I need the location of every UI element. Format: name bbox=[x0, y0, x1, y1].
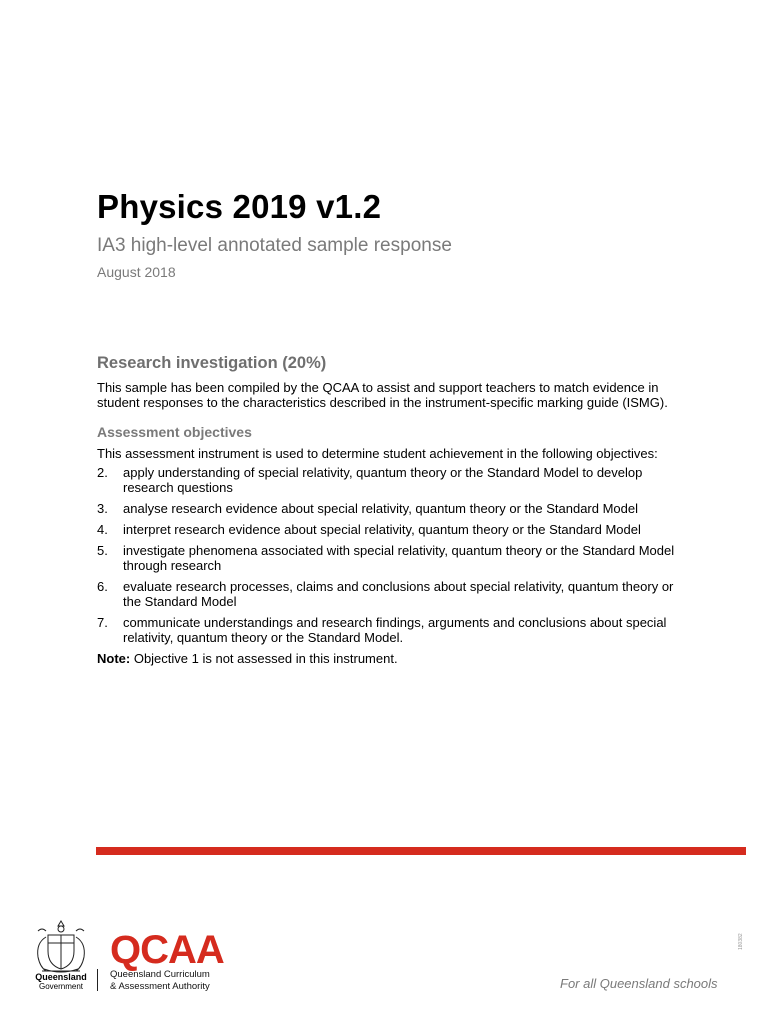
list-item-number: 4. bbox=[97, 522, 108, 537]
objectives-list bbox=[97, 465, 677, 645]
list-item bbox=[97, 501, 677, 516]
list-item-text: interpret research evidence about special relativity, quantum theory or the Standard Model bbox=[123, 522, 641, 537]
note-label: Note: bbox=[97, 651, 131, 666]
footer-tagline: For all Queensland schools bbox=[560, 976, 718, 991]
queensland-wordmark: Queensland bbox=[35, 972, 87, 982]
document-title: Physics 2019 v1.2 bbox=[97, 188, 382, 225]
list-item-text: investigate phenomena associated with special relativity, quantum theory or the Standard Model through research bbox=[123, 543, 675, 573]
qcaa-name-line2: & Assessment Authority bbox=[110, 981, 210, 992]
list-item-text: analyse research evidence about special relativity, quantum theory or the Standard Model bbox=[123, 501, 638, 516]
document-date: August 2018 bbox=[97, 264, 176, 280]
qcaa-logo: QCAA bbox=[110, 928, 224, 972]
objectives-lead: This assessment instrument is used to determine student achievement in the following objectives: bbox=[97, 446, 658, 461]
list-item-text: evaluate research processes, claims and conclusions about special relativity, quantum theory or the Standard Model bbox=[123, 579, 674, 609]
government-wordmark: Government bbox=[38, 982, 84, 991]
list-item bbox=[97, 615, 677, 645]
list-item-number: 6. bbox=[97, 579, 108, 594]
red-divider-bar bbox=[96, 847, 746, 855]
list-item-text: communicate understandings and research findings, arguments and conclusions about special relativity, quantum theory or the Standard Model. bbox=[123, 615, 667, 645]
note-text: Objective 1 is not assessed in this instrument. bbox=[130, 651, 398, 666]
list-item-number: 2. bbox=[97, 465, 108, 480]
list-item-number: 3. bbox=[97, 501, 108, 516]
list-item-number: 5. bbox=[97, 543, 108, 558]
note-paragraph bbox=[97, 651, 677, 666]
document-subtitle: IA3 high-level annotated sample response bbox=[97, 235, 452, 256]
list-item-number: 7. bbox=[97, 615, 108, 630]
list-item bbox=[97, 465, 677, 495]
list-item bbox=[97, 522, 677, 537]
list-item bbox=[97, 579, 677, 609]
document-code: 180382 bbox=[738, 933, 744, 950]
list-item-text: apply understanding of special relativity, quantum theory or the Standard Model to develop research questions bbox=[123, 465, 643, 495]
section-heading: Research investigation (20%) bbox=[97, 354, 327, 372]
main-content bbox=[97, 353, 677, 666]
logo-divider bbox=[97, 969, 98, 991]
list-item bbox=[97, 543, 677, 573]
objectives-heading: Assessment objectives bbox=[97, 424, 252, 440]
qcaa-name-line1: Queensland Curriculum bbox=[110, 969, 210, 980]
intro-paragraph: This sample has been compiled by the QCAA to assist and support teachers to match evidence in student responses to the characteristics described in the instrument-specific marking guide (ISMG). bbox=[97, 380, 668, 410]
